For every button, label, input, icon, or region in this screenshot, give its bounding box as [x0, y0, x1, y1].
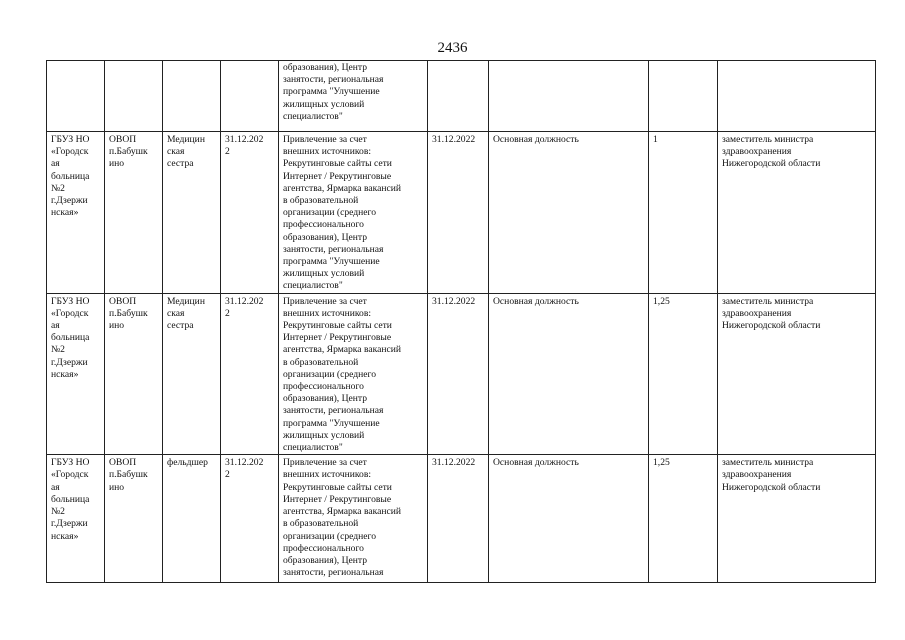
table-row-continuation	[47, 61, 876, 132]
cell-unit: ОВОП п.Бабушк ино	[105, 132, 163, 294]
cell-type: Основная должность	[489, 132, 649, 294]
cell-org: ГБУЗ НО «Городск ая больница №2 г.Дзержи нская»	[47, 132, 105, 294]
cell-deadline	[428, 61, 489, 132]
cell-type: Основная должность	[489, 455, 649, 583]
cell-deadline: 31.12.2022	[428, 293, 489, 455]
cell-rate: 1	[649, 132, 718, 294]
cell-type	[489, 61, 649, 132]
cell-date	[221, 61, 279, 132]
cell-rate	[649, 61, 718, 132]
staffing-table	[46, 60, 876, 583]
cell-responsible: заместитель министра здравоохранения Нижегородской области	[718, 455, 876, 583]
cell-unit: ОВОП п.Бабушк ино	[105, 455, 163, 583]
cell-position: фельдшер	[163, 455, 221, 583]
table-row	[47, 132, 876, 294]
cell-rate: 1,25	[649, 455, 718, 583]
cell-deadline: 31.12.2022	[428, 455, 489, 583]
cell-type: Основная должность	[489, 293, 649, 455]
cell-responsible: заместитель министра здравоохранения Нижегородской области	[718, 293, 876, 455]
cell-org: ГБУЗ НО «Городск ая больница №2 г.Дзержи нская»	[47, 293, 105, 455]
cell-measure: Привлечение за счет внешних источников: Рекрутинговые сайты сети Интернет / Рекрутинговые агентства, Ярмарка вакансий в образовательной организации (среднего профессионального образования), Центр занятости, региональная программа "Улучшение жилищных условий специалистов"	[279, 293, 428, 455]
cell-position: Медицин ская сестра	[163, 132, 221, 294]
cell-measure: Привлечение за счет внешних источников: Рекрутинговые сайты сети Интернет / Рекрутинговые агентства, Ярмарка вакансий в образовательной организации (среднего профессионального образования), Центр занятости, региональная	[279, 455, 428, 583]
cell-position	[163, 61, 221, 132]
cell-date: 31.12.202 2	[221, 132, 279, 294]
cell-unit	[105, 61, 163, 132]
cell-org	[47, 61, 105, 132]
cell-org: ГБУЗ НО «Городск ая больница №2 г.Дзержи нская»	[47, 455, 105, 583]
table-row	[47, 293, 876, 455]
cell-measure: Привлечение за счет внешних источников: Рекрутинговые сайты сети Интернет / Рекрутинговые агентства, Ярмарка вакансий в образовательной организации (среднего профессионального образования), Центр занятости, региональная программа "Улучшение жилищных условий специалистов"	[279, 132, 428, 294]
table-row	[47, 455, 876, 583]
cell-unit: ОВОП п.Бабушк ино	[105, 293, 163, 455]
cell-responsible: заместитель министра здравоохранения Нижегородской области	[718, 132, 876, 294]
cell-rate: 1,25	[649, 293, 718, 455]
cell-position: Медицин ская сестра	[163, 293, 221, 455]
cell-date: 31.12.202 2	[221, 293, 279, 455]
cell-date: 31.12.202 2	[221, 455, 279, 583]
cell-deadline: 31.12.2022	[428, 132, 489, 294]
cell-responsible	[718, 61, 876, 132]
cell-measure: образования), Центр занятости, региональная программа "Улучшение жилищных условий специалистов"	[279, 61, 428, 132]
page-number: 2436	[437, 40, 468, 56]
